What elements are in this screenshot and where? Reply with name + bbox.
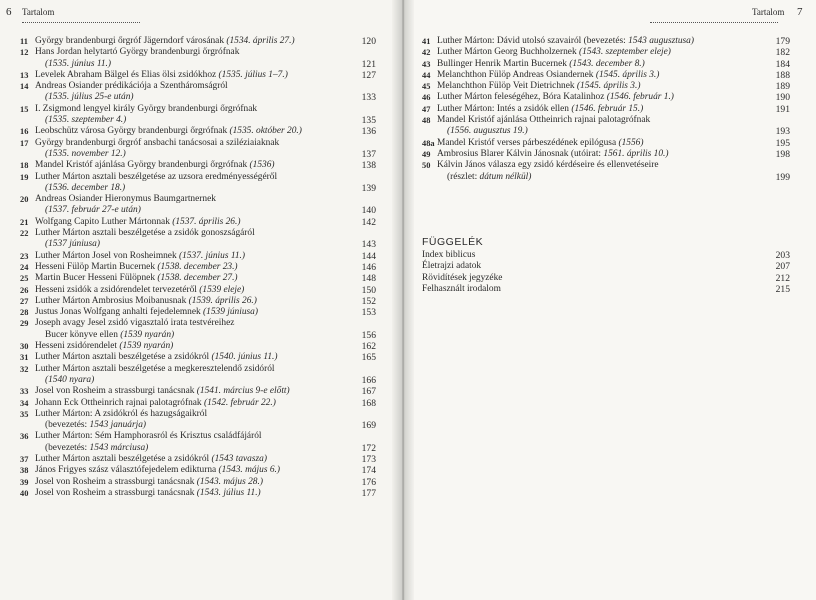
entry-page: 190 <box>775 92 790 104</box>
entry-title: György brandenburgi őrgróf Jägerndorf városának <box>35 36 227 46</box>
entry-title: Luther Márton asztali beszélgetése a megkeresztelendő zsidóról <box>35 363 275 374</box>
entry-number: 37 <box>20 454 29 464</box>
entry-continuation <box>35 330 336 341</box>
entry-continuation <box>35 375 336 386</box>
entry-continuation <box>35 443 336 454</box>
entry-number: 44 <box>422 70 431 80</box>
entry-title: György brandenburgi őrgróf ansbachi tanácsosai a sziléziaiaknak <box>35 137 280 148</box>
appendix-entry <box>422 273 794 284</box>
entry-number: 13 <box>20 70 29 80</box>
left-page <box>0 0 400 600</box>
entry-number: 38 <box>20 466 29 476</box>
entry-date: (1535. november 12.) <box>45 148 126 159</box>
entry-number: 47 <box>422 104 431 114</box>
entry-number: 25 <box>20 274 29 284</box>
entry-number: 16 <box>20 127 29 137</box>
entry-date: (1543. december 8.) <box>569 58 645 69</box>
entry-page: 165 <box>361 352 376 364</box>
entry-date: (1556) <box>618 137 644 148</box>
entry-date: (1556. augusztus 19.) <box>447 126 528 137</box>
entry-number: 46 <box>422 93 431 103</box>
entry-date: 1543 márciusa) <box>89 442 149 453</box>
entry-date: (1540 nyara) <box>45 374 95 385</box>
entry-date: (1537 júniusa) <box>45 239 100 250</box>
entry-number: 41 <box>422 37 431 46</box>
entry-page: 144 <box>361 250 376 262</box>
entry-date: (1535. július 1–7.) <box>218 69 288 80</box>
running-head-title: Tartalom <box>752 7 785 17</box>
entry-date: (1535. szeptember 4.) <box>45 115 127 126</box>
entry-date: (1536) <box>249 160 275 171</box>
entry-page: 142 <box>361 216 376 228</box>
entry-date: (1542. február 22.) <box>203 397 276 408</box>
entry-title: Josel von Rosheim a strassburgi tanácsnak <box>35 386 197 397</box>
entry-page: 174 <box>361 465 376 477</box>
entry-number: 50 <box>422 161 431 171</box>
toc-entry <box>20 352 380 363</box>
entry-number: 33 <box>20 387 29 397</box>
entry-page: 143 <box>361 239 376 251</box>
toc-entry <box>20 251 380 262</box>
entry-continuation <box>35 239 336 250</box>
entry-title-cont: Bucer könyve ellen <box>45 329 121 340</box>
entry-date: (1537. június 11.) <box>179 250 245 261</box>
entry-page: 191 <box>775 103 790 115</box>
entry-number: 11 <box>20 37 28 46</box>
appendix-entry <box>422 261 794 272</box>
entry-title: Luther Márton feleségéhez, Bóra Katalinhoz <box>437 92 607 103</box>
entry-page: 193 <box>775 126 790 138</box>
entry-page: 184 <box>775 58 790 70</box>
entry-page: 188 <box>775 69 790 81</box>
entry-date: (1545. április 3.) <box>576 81 641 92</box>
entry-continuation <box>35 420 336 431</box>
entry-number: 15 <box>20 104 29 114</box>
entry-date: (1539 nyarán) <box>119 341 174 352</box>
toc-list <box>20 36 380 499</box>
dotted-rule <box>650 22 778 23</box>
entry-date: (1535. július 25-e után) <box>45 92 134 103</box>
entry-number: 42 <box>422 48 431 58</box>
entry-number: 45 <box>422 82 431 92</box>
entry-title: Andreas Osiander prédikációja a Szentháromságról <box>35 81 228 92</box>
toc-entry <box>20 318 380 341</box>
entry-title: Luther Márton asztali beszélgetése az uzsora eredményességéről <box>35 171 278 182</box>
entry-title: Luther Márton: A zsidókról és hazugságaikról <box>35 408 208 419</box>
entry-number: 23 <box>20 251 29 261</box>
entry-number: 49 <box>422 149 431 159</box>
entry-title: Melanchthon Fülöp Veit Dietrichnek <box>437 81 577 92</box>
entry-page: 189 <box>775 81 790 93</box>
entry-title: Luther Márton Georg Buchholzernek <box>437 47 579 58</box>
toc-entry <box>422 160 794 183</box>
entry-date: (1537. február 27-e után) <box>45 205 141 216</box>
entry-page: 139 <box>361 182 376 194</box>
entry-number: 19 <box>20 172 29 182</box>
appendix-label: Index biblicus <box>422 250 476 260</box>
entry-number: 12 <box>20 48 29 58</box>
entry-page: 195 <box>775 137 790 149</box>
entry-title: Bullinger Henrik Martin Bucernek <box>437 58 570 69</box>
entry-page: 167 <box>361 386 376 398</box>
entry-number: 32 <box>20 364 29 374</box>
entry-title: Martin Bucer Hesseni Fülöpnek <box>35 273 158 284</box>
entry-title: Wolfgang Capito Luther Mártonnak <box>35 216 173 227</box>
entry-page: 199 <box>775 171 790 183</box>
page-number: 6 <box>6 6 12 18</box>
entry-number: 27 <box>20 296 29 306</box>
toc-entry <box>20 477 380 488</box>
entry-continuation <box>35 183 336 194</box>
entry-date: (1543. szeptember eleje) <box>578 47 671 58</box>
entry-date: 1543 augusztusa) <box>628 36 694 46</box>
entry-title: Andreas Osiander Hieronymus Baumgartnernek <box>35 194 216 205</box>
toc-entry <box>422 115 794 138</box>
entry-title-cont: (bevezetés: <box>45 420 90 431</box>
entry-title: Hesseni Fülöp Martin Bucernek <box>35 261 158 272</box>
toc-entry <box>422 36 794 47</box>
entry-title: Ambrosius Blarer Kálvin Jánosnak (utóirat: <box>437 148 604 159</box>
toc-entry <box>422 104 794 115</box>
entry-page: 137 <box>361 148 376 160</box>
entry-page: 148 <box>361 273 376 285</box>
right-page <box>404 0 816 600</box>
entry-title: Mandel Kristóf ajánlása Ottheinrich rajnai palotagrófnak <box>437 115 651 126</box>
toc-entry <box>20 70 380 81</box>
entry-title: Luther Márton Josel von Rosheimnek <box>35 250 179 261</box>
entry-title: Hesseni zsidórendelet <box>35 341 120 352</box>
entry-page: 152 <box>361 295 376 307</box>
toc-entry <box>422 47 794 58</box>
entry-title: Luther Márton asztali beszélgetése a zsidókról <box>35 352 212 363</box>
appendix-heading: FÜGGELÉK <box>422 236 484 248</box>
toc-entry <box>20 273 380 284</box>
entry-page: 140 <box>361 205 376 217</box>
toc-entry <box>20 81 380 104</box>
entry-page: 169 <box>361 420 376 432</box>
entry-date: (1539 eleje) <box>199 284 245 295</box>
entry-date: (1546. február 1.) <box>606 92 674 103</box>
entry-page: 177 <box>361 487 376 499</box>
entry-date: (1536. december 18.) <box>45 182 126 193</box>
entry-number: 48a <box>422 138 435 148</box>
entry-number: 21 <box>20 217 29 227</box>
entry-title: Luther Márton: Sém Hamphorasról és Krisztus családfájáról <box>35 431 262 442</box>
toc-entry <box>20 398 380 409</box>
toc-entry <box>20 36 380 47</box>
entry-page: 135 <box>361 115 376 127</box>
entry-date: (1539 nyarán) <box>120 329 175 340</box>
entry-title: Luther Márton: Intés a zsidók ellen <box>437 103 572 114</box>
entry-date: (1537. április 26.) <box>172 216 241 227</box>
entry-date: (1538. december 27.) <box>157 273 238 284</box>
entry-number: 26 <box>20 285 29 295</box>
entry-date: (1543. július 11.) <box>196 487 261 498</box>
entry-continuation <box>35 205 336 216</box>
toc-entry <box>422 81 794 92</box>
appendix-page: 207 <box>775 261 790 273</box>
entry-number: 36 <box>20 432 29 442</box>
toc-entry <box>20 160 380 171</box>
entry-page: 138 <box>361 160 376 172</box>
toc-entry <box>422 70 794 81</box>
entry-number: 18 <box>20 161 29 171</box>
toc-entry <box>422 149 794 160</box>
entry-page: 179 <box>775 36 790 47</box>
toc-entry <box>20 296 380 307</box>
entry-title: János Frigyes szász választófejedelem edikturna <box>35 465 219 476</box>
toc-entry <box>20 431 380 454</box>
toc-entry <box>422 59 794 70</box>
toc-entry <box>20 217 380 228</box>
entry-date: 1561. április 10.) <box>603 148 669 159</box>
entry-continuation <box>437 172 750 183</box>
entry-number: 14 <box>20 82 29 92</box>
entry-number: 31 <box>20 353 29 363</box>
entry-title: Hesseni zsidók a zsidórendelet tervezetéről <box>35 284 200 295</box>
appendix-entry <box>422 250 794 261</box>
dotted-rule <box>22 22 140 23</box>
entry-continuation <box>35 59 336 70</box>
toc-entry <box>20 194 380 217</box>
entry-date: (1543 tavasza) <box>211 453 267 464</box>
entry-title: Leobschütz városa György brandenburgi őrgrófnak <box>35 126 230 137</box>
appendix-page: 212 <box>775 272 790 284</box>
entry-date: (1541. március 9-e előtt) <box>196 386 290 397</box>
entry-number: 22 <box>20 229 29 239</box>
entry-number: 39 <box>20 477 29 487</box>
toc-list <box>422 36 794 183</box>
toc-entry <box>20 364 380 387</box>
toc-entry <box>422 138 794 149</box>
toc-entry <box>20 104 380 127</box>
toc-entry <box>20 386 380 397</box>
entry-date: dátum nélkül) <box>479 171 532 182</box>
entry-page: 182 <box>775 47 790 59</box>
entry-date: (1534. április 27.) <box>226 36 295 46</box>
entry-date: (1535. június 11.) <box>45 58 111 69</box>
entry-title: I. Zsigmond lengyel király György brandenburgi őrgrófnak <box>35 103 258 114</box>
toc-entry <box>20 454 380 465</box>
appendix-label: Felhasznált irodalom <box>422 283 501 294</box>
entry-number: 40 <box>20 488 29 498</box>
appendix-entry <box>422 284 794 295</box>
entry-date: 1543 januárja) <box>89 420 147 431</box>
entry-page: 150 <box>361 284 376 296</box>
entry-continuation <box>35 149 336 160</box>
toc-entry <box>20 341 380 352</box>
entry-title: Melanchthon Fülöp Andreas Osiandernek <box>437 69 596 80</box>
page-number: 7 <box>797 6 803 18</box>
appendix-list <box>422 250 794 295</box>
appendix-label: Rövidítések jegyzéke <box>422 272 503 283</box>
entry-title: Luther Márton Ambrosius Moibanusnak <box>35 295 189 306</box>
entry-page: 153 <box>361 307 376 319</box>
entry-number: 28 <box>20 308 29 318</box>
entry-title: Justus Jonas Wolfgang anhalti fejedelemnek <box>35 307 204 318</box>
entry-page: 172 <box>361 442 376 454</box>
book-gutter <box>392 0 414 600</box>
entry-page: 121 <box>361 58 376 70</box>
entry-title: Luther Márton: Dávid utolsó szavairól (bevezetés: <box>437 36 629 46</box>
toc-entry <box>20 262 380 273</box>
entry-date: (1538. december 23.) <box>157 261 238 272</box>
entry-number: 35 <box>20 409 29 419</box>
entry-date: (1543. május 6.) <box>218 465 280 476</box>
entry-number: 30 <box>20 342 29 352</box>
entry-title-cont: (bevezetés: <box>45 442 90 453</box>
entry-date: (1539 júniusa) <box>203 307 258 318</box>
toc-entry <box>20 488 380 499</box>
entry-page: 173 <box>361 453 376 465</box>
toc-entry <box>422 92 794 103</box>
toc-entry <box>20 172 380 195</box>
entry-title: Mandel Kristóf verses párbeszédének epilógusa <box>437 137 619 148</box>
entry-page: 146 <box>361 261 376 273</box>
entry-page: 168 <box>361 397 376 409</box>
entry-page: 133 <box>361 92 376 104</box>
entry-date: (1546. február 15.) <box>571 103 644 114</box>
entry-number: 20 <box>20 195 29 205</box>
entry-date: (1543. május 28.) <box>196 476 263 487</box>
entry-title: Levelek Abraham Bälgel és Elias ölsi zsidókhoz <box>35 69 219 80</box>
appendix-page: 215 <box>775 283 790 295</box>
toc-entry <box>20 465 380 476</box>
entry-date: (1535. október 20.) <box>229 126 302 137</box>
entry-title: Josel von Rosheim a strassburgi tanácsnak <box>35 476 197 487</box>
entry-number: 17 <box>20 138 29 148</box>
toc-entry <box>20 307 380 318</box>
entry-continuation <box>35 115 336 126</box>
toc-entry <box>20 138 380 161</box>
entry-page: 166 <box>361 374 376 386</box>
toc-entry <box>20 228 380 251</box>
entry-date: (1540. június 11.) <box>211 352 278 363</box>
entry-number: 29 <box>20 319 29 329</box>
appendix-label: Életrajzi adatok <box>422 261 482 272</box>
entry-page: 120 <box>361 36 376 47</box>
entry-title: Mandel Kristóf ajánlása György brandenburgi őrgrófnak <box>35 160 250 171</box>
entry-number: 48 <box>422 116 431 126</box>
entry-title: Kálvin János válasza egy zsidó kérdéseire és ellenvetéseire <box>437 160 659 171</box>
entry-page: 176 <box>361 476 376 488</box>
entry-continuation <box>437 126 750 137</box>
toc-entry <box>20 126 380 137</box>
entry-page: 198 <box>775 148 790 160</box>
toc-entry <box>20 409 380 432</box>
entry-title-cont: (részlet: <box>447 171 480 182</box>
entry-title: Joseph avagy Jesel zsidó vigasztaló irata testvéreihez <box>35 318 235 329</box>
entry-number: 43 <box>422 59 431 69</box>
entry-title: Johann Eck Ottheinrich rajnai palotagrófnak <box>35 397 204 408</box>
entry-date: (1539. április 26.) <box>188 295 257 306</box>
entry-page: 127 <box>361 69 376 81</box>
entry-page: 136 <box>361 126 376 138</box>
running-head-title: Tartalom <box>22 7 55 17</box>
entry-title: Luther Márton asztali beszélgetése a zsidók gonoszságáról <box>35 228 255 239</box>
entry-page: 156 <box>361 329 376 341</box>
entry-title: Luther Márton asztali beszélgetése a zsidókról <box>35 453 212 464</box>
entry-title: Hans Jordan helytartó György brandenburgi őrgrófnak <box>35 47 240 58</box>
appendix-page: 203 <box>775 250 790 261</box>
entry-number: 24 <box>20 262 29 272</box>
toc-entry <box>20 285 380 296</box>
entry-number: 34 <box>20 398 29 408</box>
entry-page: 162 <box>361 341 376 353</box>
entry-continuation <box>35 92 336 103</box>
entry-date: (1545. április 3.) <box>595 69 660 80</box>
toc-entry <box>20 47 380 70</box>
entry-title: Josel von Rosheim a strassburgi tanácsnak <box>35 487 197 498</box>
